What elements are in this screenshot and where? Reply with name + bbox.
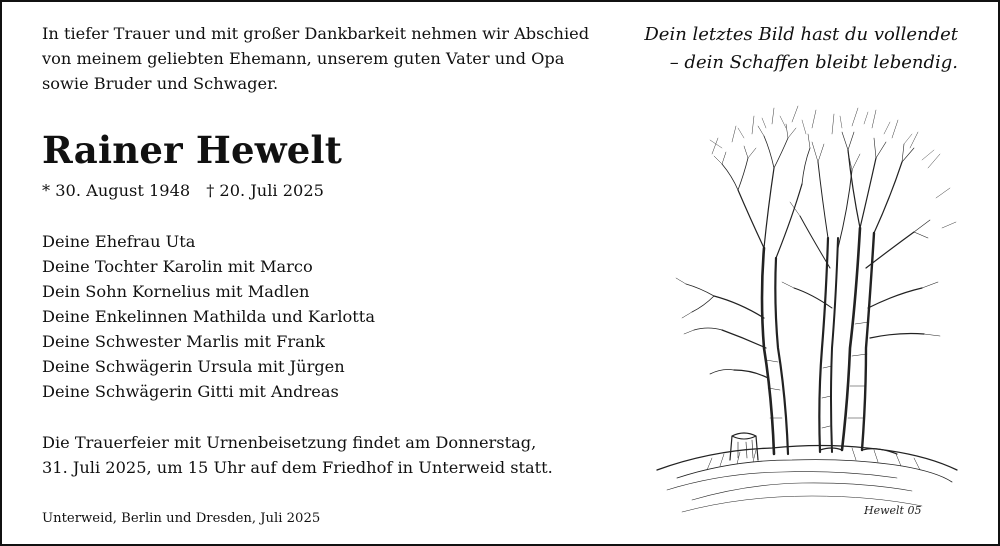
- family-member: Deine Schwägerin Gitti mit Andreas: [42, 382, 339, 401]
- quote-line: – dein Schaffen bleibt lebendig.: [669, 52, 958, 73]
- birth-date: * 30. August 1948: [42, 181, 191, 200]
- intro-line: von meinem geliebten Ehemann, unserem guten Vater und Opa: [42, 49, 565, 68]
- ceremony-info: [42, 430, 553, 480]
- trees-drawing: [652, 98, 972, 528]
- family-member: Deine Ehefrau Uta: [42, 232, 196, 251]
- memorial-quote: [644, 21, 958, 77]
- death-date: † 20. Juli 2025: [206, 181, 324, 200]
- intro-line: sowie Bruder und Schwager.: [42, 74, 279, 93]
- artist-signature: Hewelt 05: [864, 504, 922, 517]
- ceremony-line: Die Trauerfeier mit Urnenbeisetzung findet am Donnerstag,: [42, 433, 537, 452]
- family-member: Deine Schwester Marlis mit Frank: [42, 332, 325, 351]
- family-list: [42, 229, 375, 404]
- intro-line: In tiefer Trauer und mit großer Dankbarkeit nehmen wir Abschied: [42, 24, 590, 43]
- family-member: Deine Tochter Karolin mit Marco: [42, 257, 313, 276]
- family-member: Deine Enkelinnen Mathilda und Karlotta: [42, 307, 375, 326]
- family-member: Dein Sohn Kornelius mit Madlen: [42, 282, 310, 301]
- intro-text: [42, 21, 590, 96]
- ceremony-line: 31. Juli 2025, um 15 Uhr auf dem Friedhof in Unterweid statt.: [42, 458, 553, 477]
- place-and-date: Unterweid, Berlin und Dresden, Juli 2025: [42, 511, 321, 526]
- life-dates: [42, 179, 324, 203]
- family-member: Deine Schwägerin Ursula mit Jürgen: [42, 357, 345, 376]
- quote-line: Dein letztes Bild hast du vollendet: [644, 24, 958, 45]
- deceased-name: Rainer Hewelt: [42, 128, 343, 172]
